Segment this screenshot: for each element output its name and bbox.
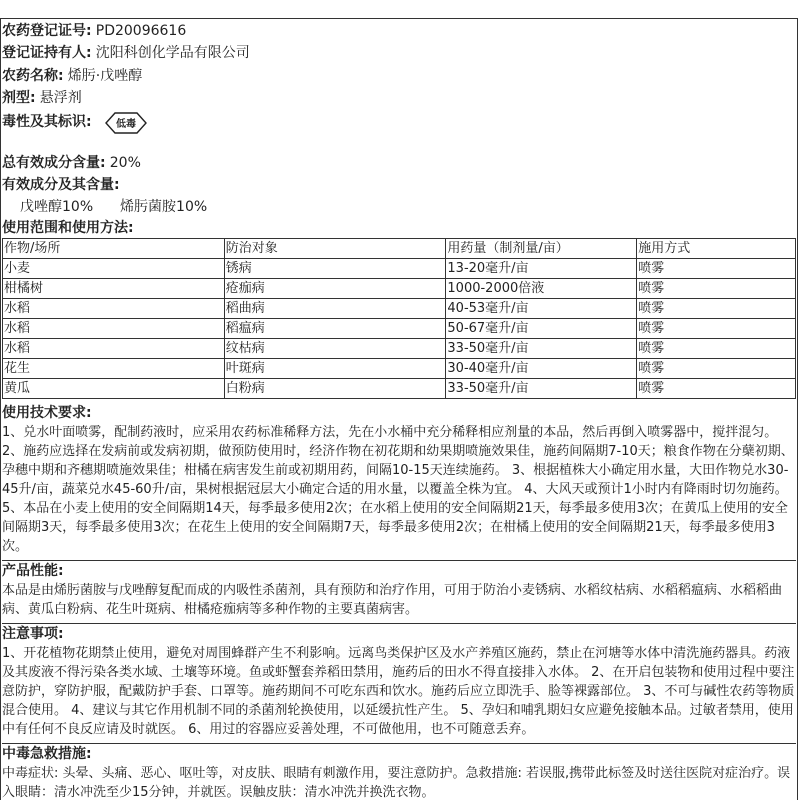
table-cell: 喷雾 [637, 379, 796, 399]
formulation-row [2, 87, 796, 109]
toxicity-badge-text: 低毒 [115, 118, 136, 130]
usage-table [2, 238, 796, 399]
table-row [3, 319, 796, 339]
table-cell: 13-20毫升/亩 [446, 259, 637, 279]
name-row [2, 65, 796, 87]
table-cell: 喷雾 [637, 259, 796, 279]
table-cell: 33-50毫升/亩 [446, 339, 637, 359]
table-cell: 稻瘟病 [224, 319, 446, 339]
column-header: 作物/场所 [3, 239, 225, 259]
performance-text: 本品是由烯肟菌胺与戊唑醇复配而成的内吸性杀菌剂，具有预防和治疗作用，可用于防治小麦锈病、水稻纹枯病、水稻稻瘟病、水稻稻曲病、黄瓜白粉病、花生叶斑病、柑橘疮痂病等多种作物的主要真菌病害。 [2, 583, 783, 617]
name-label: 农药名称: [2, 68, 64, 84]
formulation-label: 剂型: [2, 90, 36, 106]
table-row [3, 299, 796, 319]
table-cell: 稻曲病 [224, 299, 446, 319]
table-cell: 水稻 [3, 299, 225, 319]
table-cell: 纹枯病 [224, 339, 446, 359]
toxicity-row [2, 109, 796, 139]
table-cell: 喷雾 [637, 339, 796, 359]
usage-section-title: 使用范围和使用方法: [2, 220, 134, 236]
table-cell: 33-50毫升/亩 [446, 379, 637, 399]
name-value: 烯肟·戊唑醇 [67, 68, 143, 84]
first-aid-text: 中毒症状: 头晕、头痛、恶心、呕吐等，对皮肤、眼睛有刺激作用，要注意防护。急救措施: 若误服,携带此标签及时送往医院对症治疗。误入眼睛：清水冲洗至少15分钟，并就医。误触皮肤：清水冲洗并换洗衣物。 [2, 766, 791, 800]
table-row [3, 339, 796, 359]
total-content-label: 总有效成分含量: [2, 155, 106, 171]
table-cell: 黄瓜 [3, 379, 225, 399]
first-aid-section-title: 中毒急救措施: [2, 746, 92, 762]
registration-value: PD20096616 [95, 23, 187, 39]
ingredient-item: 烯肟菌胺10% [120, 199, 208, 215]
table-cell: 小麦 [3, 259, 225, 279]
table-cell: 1000-2000倍液 [446, 279, 637, 299]
column-header: 防治对象 [224, 239, 446, 259]
holder-value: 沈阳科创化学品有限公司 [95, 45, 250, 61]
ingredients-row [2, 174, 796, 196]
total-content-row [2, 152, 796, 174]
table-cell: 水稻 [3, 319, 225, 339]
technique-text: 1、兑水叶面喷雾，配制药液时，应采用农药标准稀释方法，先在小水桶中充分稀释相应剂量的本品，然后再倒入喷雾器中，搅拌混匀。 2、施药应选择在发病前或发病初期，做预防使用时，经济作物在初花期和幼果期喷施效果佳，施药间隔期7-10天；粮食作物在分蘖初期、孕穗中期和齐穗期喷施效果佳；柑橘在病害发生前或初期用药，间隔10-15天连续施药。 3、根据植株大小确定用水量，大田作物兑水30-45升/亩，蔬菜兑水45-60升/亩，果树根据冠层大小确定合适的用水量，以覆盖全株为宜。 4、大风天或预计1小时内有降雨时切勿施药。 5、本品在小麦上使用的安全间隔期14天，每季最多使用2次；在水稻上使用的安全间隔期21天，每季最多使用3次；在黄瓜上使用的安全间隔期3天，每季最多使用3次；在花生上使用的安全间隔期7天，每季最多使用2次；在柑橘上使用的安全间隔期21天，每季最多使用3次。 [2, 425, 794, 554]
registration-label: 农药登记证号: [2, 23, 92, 39]
table-cell: 40-53毫升/亩 [446, 299, 637, 319]
table-cell: 锈病 [224, 259, 446, 279]
table-cell: 喷雾 [637, 319, 796, 339]
table-row [3, 359, 796, 379]
table-cell: 疮痂病 [224, 279, 446, 299]
table-cell: 花生 [3, 359, 225, 379]
table-row [3, 379, 796, 399]
table-cell: 喷雾 [637, 299, 796, 319]
ingredients-label: 有效成分及其含量: [2, 177, 120, 193]
ingredients-list [2, 196, 796, 218]
label-document [2, 20, 796, 802]
column-header: 施用方式 [637, 239, 796, 259]
precautions-text: 1、开花植物花期禁止使用，避免对周围蜂群产生不利影响。远离鸟类保护区及水产养殖区施药，禁止在河塘等水体中清洗施药器具。药液及其废液不得污染各类水域、土壤等环境。鱼或虾蟹套养稻田禁用，施药后的田水不得直接排入水体。 2、在开启包装物和使用过程中要注意防护，穿防护服，配戴防护手套、口罩等。施药期间不可吃东西和饮水。施药后应立即洗手、脸等裸露部位。 3、不可与碱性农药等物质混合使用。 4、建议与其它作用机制不同的杀菌剂轮换使用，以延缓抗性产生。 5、孕妇和哺乳期妇女应避免接触本品。过敏者禁用，使用中有任何不良反应请及时就医。 6、用过的容器应妥善处理，不可做他用，也不可随意丢弃。 [2, 646, 795, 737]
table-cell: 喷雾 [637, 359, 796, 379]
performance-section-title: 产品性能: [2, 563, 64, 579]
table-cell: 白粉病 [224, 379, 446, 399]
column-header: 用药量（制剂量/亩） [446, 239, 637, 259]
total-content-value: 20% [109, 155, 141, 171]
table-cell: 30-40毫升/亩 [446, 359, 637, 379]
ingredient-item: 戊唑醇10% [20, 199, 94, 215]
toxicity-label: 毒性及其标识: [2, 114, 92, 130]
table-cell: 水稻 [3, 339, 225, 359]
registration-row [2, 20, 796, 42]
technique-section-title: 使用技术要求: [2, 405, 92, 421]
formulation-value: 悬浮剂 [39, 90, 82, 106]
table-cell: 喷雾 [637, 279, 796, 299]
table-row [3, 259, 796, 279]
low-toxicity-diamond-icon [104, 110, 148, 136]
table-cell: 50-67毫升/亩 [446, 319, 637, 339]
table-row [3, 279, 796, 299]
holder-row [2, 42, 796, 65]
holder-label: 登记证持有人: [2, 45, 92, 61]
table-cell: 柑橘树 [3, 279, 225, 299]
precautions-section-title: 注意事项: [2, 626, 64, 642]
table-cell: 叶斑病 [224, 359, 446, 379]
table-header-row [3, 239, 796, 259]
